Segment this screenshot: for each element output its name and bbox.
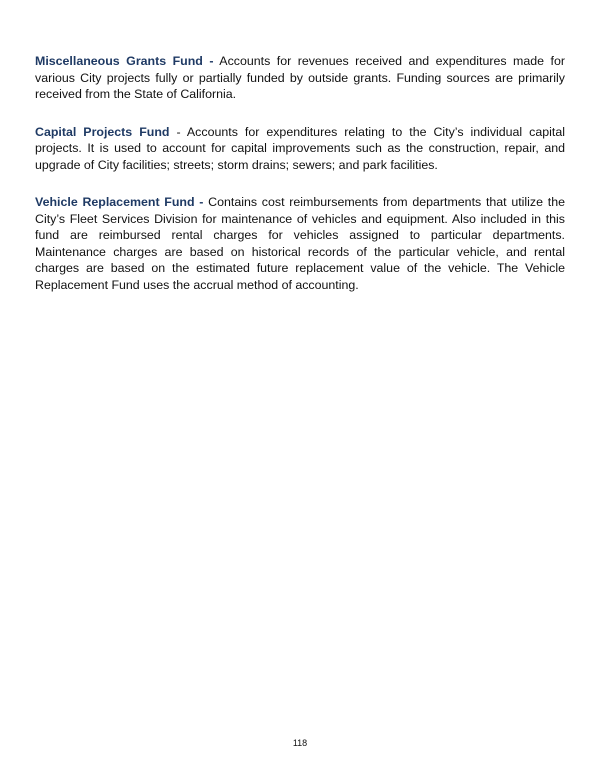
page-number: 118 [292, 738, 308, 748]
paragraph-title: Capital Projects Fund [35, 124, 170, 139]
paragraph-vehicle-replacement-fund [35, 194, 565, 293]
paragraph-miscellaneous-grants-fund [35, 53, 565, 103]
paragraph-title: Vehicle Replacement Fund - [35, 195, 204, 209]
paragraph-title: Miscellaneous Grants Fund - [35, 54, 214, 68]
paragraph-capital-projects-fund [35, 124, 565, 174]
paragraph-text: Accounts for revenues received and expenditures made for various City projects fully or partially funded by outside grants. Funding sources are primarily received from the State of California. [35, 54, 565, 101]
paragraph-text: - Accounts for expenditures relating to the City’s individual capital projects. It is used to account for capital improvements such as the construction, repair, and upgrade of City facilities; streets; storm drains; sewers; and park facilities. [35, 124, 565, 172]
paragraph-text: Contains cost reimbursements from departments that utilize the City’s Fleet Services Division for maintenance of vehicles and equipment. Also included in this fund are reimbursed rental charges for vehicles assigned to particular departments. Maintenance charges are based on historical records of the particular vehicle, and rental charges are based on the estimated future replacement value of the vehicle. The Vehicle Replacement Fund uses the accrual method of accounting. [35, 195, 565, 292]
document-body [35, 53, 565, 314]
